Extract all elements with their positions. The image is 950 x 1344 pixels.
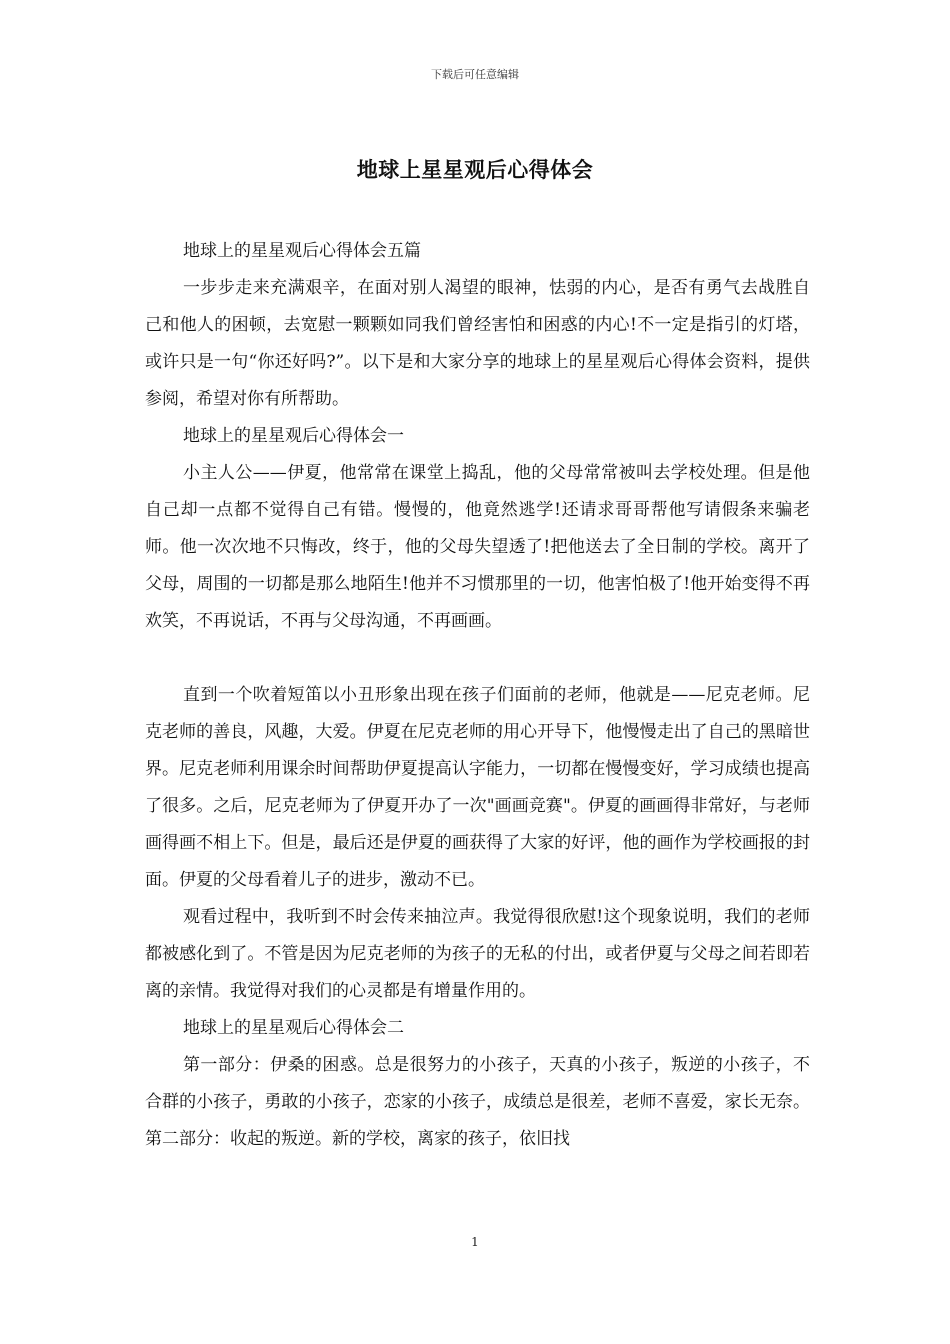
paragraph-heading-part-one: 地球上的星星观后心得体会一 [183,426,404,446]
paragraph-part-one-c: 观看过程中，我听到不时会传来抽泣声。我觉得很欣慰!这个现象说明，我们的老师都被感化到了。不管是因为尼克老师的为孩子的无私的付出，或者伊夏与父母之间若即若离的亲情。我觉得对我们的心灵都是有增量作用的。 [145,907,810,1001]
paragraph-part-one-b: 直到一个吹着短笛以小丑形象出现在孩子们面前的老师，他就是——尼克老师。尼克老师的善良，风趣，大爱。伊夏在尼克老师的用心开导下，他慢慢走出了自己的黑暗世界。尼克老师利用课余时间帮助伊夏提高认字能力，一切都在慢慢变好，学习成绩也提高了很多。之后，尼克老师为了伊夏开办了一次"画画竞赛"。伊夏的画画得非常好，与老师画得画不相上下。但是，最后还是伊夏的画获得了大家的好评，他的画作为学校画报的封面。伊夏的父母看着儿子的进步，激动不已。 [145,685,810,890]
paragraph-part-one-a: 小主人公——伊夏，他常常在课堂上捣乱，他的父母常常被叫去学校处理。但是他自己却一点都不觉得自己有错。慢慢的，他竟然逃学!还请求哥哥帮他写请假条来骗老师。他一次次地不只悔改，终于，他的父母失望透了!把他送去了全日制的学校。离开了父母，周围的一切都是那么地陌生!他并不习惯那里的一切，他害怕极了!他开始变得不再欢笑，不再说话，不再与父母沟通，不再画画。 [145,463,810,631]
paragraph-intro: 一步步走来充满艰辛，在面对别人渴望的眼神，怯弱的内心，是否有勇气去战胜自己和他人的困顿，去宽慰一颗颗如同我们曾经害怕和困惑的内心!不一定是指引的灯塔，或许只是一句“你还好吗?”。以下是和大家分享的地球上的星星观后心得体会资料，提供参阅，希望对你有所帮助。 [145,278,810,409]
paragraph-heading-part-two: 地球上的星星观后心得体会二 [183,1018,404,1038]
paragraph-heading-intro: 地球上的星星观后心得体会五篇 [183,241,421,261]
paragraph-spacer [145,640,810,677]
document-title: 地球上星星观后心得体会 [356,157,594,182]
page-number: 1 [471,1235,479,1249]
paragraph-part-two-a: 第一部分：伊桑的困惑。总是很努力的小孩子，天真的小孩子，叛逆的小孩子，不合群的小孩子，勇敢的小孩子，恋家的小孩子，成绩总是很差，老师不喜爱，家长无奈。第二部分：收起的叛逆。新的学校，离家的孩子，依旧找 [145,1055,810,1149]
page-header-note: 下载后可任意编辑 [431,68,519,81]
document-body [145,233,810,1158]
